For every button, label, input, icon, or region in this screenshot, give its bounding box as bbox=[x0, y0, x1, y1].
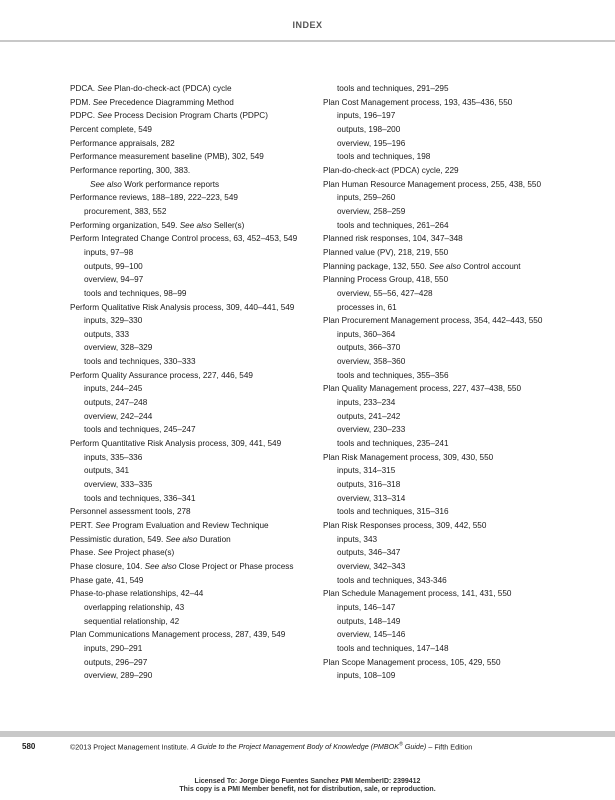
index-subentry bbox=[323, 328, 573, 342]
index-subentry bbox=[323, 205, 573, 219]
see-reference: See also bbox=[165, 534, 198, 544]
entry-text: Plan Cost Management process, 193, 435–436, 550 bbox=[323, 97, 513, 107]
entry-text: inputs, 360–364 bbox=[337, 329, 396, 339]
entry-text: Plan Communications Management process, 287, 439, 549 bbox=[70, 630, 286, 640]
entry-text: sequential relationship, 42 bbox=[84, 616, 180, 626]
see-reference: See also bbox=[90, 179, 122, 189]
entry-text: Process Decision Program Charts (PDPC) bbox=[111, 111, 268, 121]
license-line-1: Licensed To: Jorge Diego Fuentes Sanchez PMI MemberID: 2399412 bbox=[194, 778, 421, 785]
entry-text: Program Evaluation and Review Technique bbox=[109, 521, 269, 530]
entry-text: overview, 55–56, 427–428 bbox=[337, 288, 433, 298]
entry-text: inputs, 335–336 bbox=[84, 452, 143, 462]
entry-text: Phase gate, 41, 549 bbox=[70, 575, 144, 585]
entry-text: tools and techniques, 147–148 bbox=[337, 643, 449, 653]
entry-text: Planning Process Group, 418, 550 bbox=[323, 275, 449, 285]
index-subentry bbox=[323, 505, 573, 519]
entry-text: overlapping relationship, 43 bbox=[84, 602, 185, 612]
index-entry bbox=[70, 137, 320, 151]
entry-text: tools and techniques, 261–264 bbox=[337, 220, 449, 230]
index-subentry bbox=[323, 82, 573, 96]
see-reference: See bbox=[97, 84, 112, 93]
entry-text: Project phase(s) bbox=[112, 548, 175, 558]
index-subentry bbox=[323, 601, 573, 615]
index-entry bbox=[323, 519, 573, 533]
index-subentry bbox=[323, 109, 573, 123]
entry-text: Phase closure, 104. bbox=[70, 561, 145, 571]
see-reference: See bbox=[97, 548, 113, 558]
entry-text: Performance appraisals, 282 bbox=[70, 138, 175, 148]
index-entry bbox=[323, 382, 573, 396]
index-subentry bbox=[323, 341, 573, 355]
entry-text: inputs, 329–330 bbox=[84, 316, 143, 326]
entry-text: inputs, 97–98 bbox=[84, 247, 134, 257]
entry-text: Perform Quality Assurance process, 227, 446, 549 bbox=[70, 370, 253, 380]
entry-text: overview, 358–360 bbox=[337, 357, 406, 367]
see-reference: See also bbox=[429, 261, 461, 271]
page-header-title: INDEX bbox=[292, 20, 323, 30]
index-subentry bbox=[70, 205, 320, 219]
index-entry bbox=[70, 219, 320, 233]
index-subentry bbox=[323, 369, 573, 383]
index-subentry bbox=[70, 642, 320, 656]
book-title-suffix: Guide) bbox=[402, 742, 427, 752]
entry-text: overview, 230–233 bbox=[337, 425, 406, 435]
index-subentry bbox=[323, 287, 573, 301]
entry-text: overview, 145–146 bbox=[337, 630, 406, 640]
entry-text: outputs, 296–297 bbox=[84, 657, 148, 667]
entry-text: PDM. bbox=[70, 97, 93, 107]
index-subentry bbox=[70, 478, 320, 492]
index-entry bbox=[70, 505, 320, 519]
entry-text: Plan Schedule Management process, 141, 431, 550 bbox=[323, 589, 512, 599]
index-subentry bbox=[323, 546, 573, 560]
index-subentry bbox=[323, 492, 573, 506]
index-subentry bbox=[323, 301, 573, 315]
index-entry bbox=[70, 109, 320, 123]
entry-text: outputs, 366–370 bbox=[337, 343, 401, 353]
entry-text: Duration bbox=[197, 534, 231, 544]
entry-text: Plan Procurement Management process, 354, 442–443, 550 bbox=[323, 316, 543, 326]
entry-text: Performance reporting, 300, 383. bbox=[70, 165, 191, 175]
index-entry bbox=[70, 150, 320, 164]
entry-text: outputs, 247–248 bbox=[84, 398, 148, 408]
entry-text: processes in, 61 bbox=[337, 302, 397, 312]
entry-text: Performance reviews, 188–189, 222–223, 549 bbox=[70, 193, 238, 203]
entry-text: Plan-do-check-act (PDCA) cycle, 229 bbox=[323, 165, 459, 175]
entry-text: outputs, 316–318 bbox=[337, 480, 401, 490]
entry-text: Personnel assessment tools, 278 bbox=[70, 507, 191, 517]
index-entry bbox=[323, 260, 573, 274]
index-subentry bbox=[323, 669, 573, 683]
entry-text: Work performance reports bbox=[121, 179, 220, 189]
index-entry bbox=[70, 587, 320, 601]
index-subentry bbox=[70, 656, 320, 670]
entry-text: inputs, 290–291 bbox=[84, 643, 143, 653]
entry-text: Perform Qualitative Risk Analysis process, 309, 440–441, 549 bbox=[70, 302, 295, 312]
entry-text: inputs, 244–245 bbox=[84, 384, 143, 394]
entry-text: Perform Integrated Change Control process, 63, 452–453, 549 bbox=[70, 234, 298, 244]
entry-text: Plan Risk Management process, 309, 430, 550 bbox=[323, 452, 494, 462]
index-subentry bbox=[70, 464, 320, 478]
entry-text: Planned value (PV), 218, 219, 550 bbox=[323, 247, 449, 257]
index-entry bbox=[70, 437, 320, 451]
index-entry bbox=[70, 96, 320, 110]
index-subentry bbox=[70, 273, 320, 287]
index-entry bbox=[70, 191, 320, 205]
entry-text: outputs, 99–100 bbox=[84, 261, 143, 271]
index-entry bbox=[323, 587, 573, 601]
entry-text: overview, 289–290 bbox=[84, 671, 153, 681]
index-entry bbox=[70, 533, 320, 547]
entry-text: outputs, 148–149 bbox=[337, 616, 401, 626]
index-entry bbox=[70, 123, 320, 137]
entry-text: PERT. bbox=[70, 521, 96, 530]
index-subentry bbox=[70, 396, 320, 410]
copyright-notice bbox=[70, 742, 472, 751]
entry-text: PDCA. bbox=[70, 84, 98, 93]
index-subentry bbox=[70, 492, 320, 506]
entry-text: Performance measurement baseline (PMB), 302, 549 bbox=[70, 152, 264, 162]
index-entry bbox=[70, 560, 320, 574]
index-subentry bbox=[70, 314, 320, 328]
index-subentry bbox=[70, 341, 320, 355]
index-entry bbox=[70, 574, 320, 588]
entry-text: outputs, 333 bbox=[84, 329, 130, 339]
index-subentry bbox=[70, 410, 320, 424]
index-subentry bbox=[323, 219, 573, 233]
page-number: 580 bbox=[22, 742, 36, 751]
index-entry bbox=[323, 232, 573, 246]
index-subentry bbox=[323, 150, 573, 164]
index-subentry bbox=[323, 396, 573, 410]
index-subentry bbox=[70, 287, 320, 301]
entry-text: tools and techniques, 235–241 bbox=[337, 439, 449, 449]
entry-text: tools and techniques, 315–316 bbox=[337, 507, 449, 517]
index-entry bbox=[323, 273, 573, 287]
index-subentry bbox=[70, 260, 320, 274]
entry-text: tools and techniques, 198 bbox=[337, 152, 431, 162]
entry-text: overview, 313–314 bbox=[337, 493, 406, 503]
index-subentry bbox=[70, 423, 320, 437]
entry-text: Planned risk responses, 104, 347–348 bbox=[323, 234, 463, 244]
book-title-text: A Guide to the Project Management Body of Knowledge (PMBOK bbox=[190, 742, 400, 752]
index-entry bbox=[70, 546, 320, 560]
index-entry bbox=[70, 232, 320, 246]
index-entry bbox=[323, 314, 573, 328]
index-entry bbox=[323, 96, 573, 110]
entry-text: Planning package, 132, 550. bbox=[323, 261, 430, 271]
index-subentry bbox=[323, 642, 573, 656]
entry-text: Phase. bbox=[70, 548, 98, 558]
index-subentry bbox=[70, 615, 320, 629]
entry-text: Control account bbox=[460, 261, 521, 271]
entry-text: Seller(s) bbox=[211, 220, 245, 230]
index-subentry bbox=[323, 355, 573, 369]
entry-text: overview, 94–97 bbox=[84, 275, 144, 285]
entry-text: outputs, 341 bbox=[84, 466, 130, 476]
index-subentry bbox=[70, 669, 320, 683]
entry-text: Perform Quantitative Risk Analysis process, 309, 441, 549 bbox=[70, 439, 282, 449]
entry-text: tools and techniques, 98–99 bbox=[84, 288, 187, 298]
entry-text: tools and techniques, 355–356 bbox=[337, 370, 449, 380]
entry-text: inputs, 259–260 bbox=[337, 193, 396, 203]
entry-text: tools and techniques, 245–247 bbox=[84, 425, 196, 435]
book-title bbox=[191, 742, 427, 751]
index-column-right bbox=[323, 82, 573, 683]
copyright-prefix: ©2013 Project Management Institute. bbox=[70, 742, 191, 752]
entry-text: overview, 333–335 bbox=[84, 480, 153, 490]
entry-text: overview, 195–196 bbox=[337, 138, 406, 148]
index-entry bbox=[323, 164, 573, 178]
license-notice bbox=[0, 778, 615, 794]
entry-text: Plan-do-check-act (PDCA) cycle bbox=[111, 84, 232, 93]
entry-text: Phase-to-phase relationships, 42–44 bbox=[70, 589, 204, 599]
index-subentry bbox=[70, 382, 320, 396]
index-entry bbox=[323, 656, 573, 670]
entry-text: inputs, 314–315 bbox=[337, 466, 396, 476]
entry-text: Performing organization, 549. bbox=[70, 220, 180, 230]
index-subentry bbox=[323, 423, 573, 437]
entry-text: tools and techniques, 336–341 bbox=[84, 493, 196, 503]
entry-text: inputs, 108–109 bbox=[337, 671, 396, 681]
header-divider bbox=[0, 40, 615, 42]
entry-text: Close Project or Phase process bbox=[176, 561, 294, 571]
entry-text: overview, 258–259 bbox=[337, 206, 406, 216]
index-entry bbox=[70, 519, 320, 533]
entry-text: inputs, 343 bbox=[337, 534, 378, 544]
entry-text: procurement, 383, 552 bbox=[84, 206, 167, 216]
index-subentry bbox=[323, 615, 573, 629]
index-subentry bbox=[323, 478, 573, 492]
entry-text: Plan Quality Management process, 227, 437–438, 550 bbox=[323, 384, 521, 394]
index-subentry bbox=[70, 328, 320, 342]
index-subentry bbox=[323, 123, 573, 137]
entry-text: inputs, 233–234 bbox=[337, 398, 396, 408]
entry-text: Plan Human Resource Management process, 255, 438, 550 bbox=[323, 179, 542, 189]
license-line-2: This copy is a PMI Member benefit, not for distribution, sale, or reproduction. bbox=[179, 786, 436, 793]
entry-text: tools and techniques, 291–295 bbox=[337, 84, 449, 93]
entry-text: overview, 328–329 bbox=[84, 343, 153, 353]
index-subentry bbox=[323, 410, 573, 424]
registered-mark: ® bbox=[399, 742, 403, 748]
entry-text: tools and techniques, 343-346 bbox=[337, 575, 447, 585]
index-entry bbox=[323, 451, 573, 465]
entry-text: inputs, 146–147 bbox=[337, 602, 396, 612]
index-subentry bbox=[323, 574, 573, 588]
index-entry bbox=[70, 301, 320, 315]
index-entry bbox=[323, 246, 573, 260]
entry-text: outputs, 346–347 bbox=[337, 548, 401, 558]
index-entry bbox=[70, 369, 320, 383]
footer-divider bbox=[0, 731, 615, 737]
index-subentry bbox=[70, 178, 320, 192]
entry-text: inputs, 196–197 bbox=[337, 111, 396, 121]
entry-text: outputs, 198–200 bbox=[337, 124, 401, 134]
index-entry bbox=[70, 628, 320, 642]
index-column-left bbox=[70, 82, 320, 683]
index-subentry bbox=[323, 191, 573, 205]
see-reference: See also bbox=[179, 220, 212, 230]
see-reference: See bbox=[95, 521, 110, 530]
entry-text: PDPC. bbox=[70, 111, 98, 121]
entry-text: Precedence Diagramming Method bbox=[107, 97, 234, 107]
entry-text: Pessimistic duration, 549. bbox=[70, 534, 166, 544]
index-subentry bbox=[70, 601, 320, 615]
entry-text: Percent complete, 549 bbox=[70, 124, 152, 134]
index-entry bbox=[70, 82, 320, 96]
index-subentry bbox=[70, 246, 320, 260]
index-subentry bbox=[323, 137, 573, 151]
entry-text: overview, 242–244 bbox=[84, 411, 153, 421]
entry-text: overview, 342–343 bbox=[337, 561, 406, 571]
index-subentry bbox=[70, 355, 320, 369]
see-reference: See bbox=[97, 111, 112, 121]
entry-text: tools and techniques, 330–333 bbox=[84, 357, 196, 367]
see-reference: See also bbox=[144, 561, 177, 571]
index-subentry bbox=[323, 437, 573, 451]
index-subentry bbox=[323, 560, 573, 574]
see-reference: See bbox=[92, 97, 108, 107]
index-subentry bbox=[323, 628, 573, 642]
edition-label: – Fifth Edition bbox=[426, 742, 473, 752]
entry-text: Plan Risk Responses process, 309, 442, 550 bbox=[323, 521, 487, 530]
index-entry bbox=[323, 178, 573, 192]
entry-text: Plan Scope Management process, 105, 429, 550 bbox=[323, 657, 501, 667]
index-subentry bbox=[70, 451, 320, 465]
index-subentry bbox=[323, 464, 573, 478]
index-entry bbox=[70, 164, 320, 178]
index-subentry bbox=[323, 533, 573, 547]
entry-text: outputs, 241–242 bbox=[337, 411, 401, 421]
